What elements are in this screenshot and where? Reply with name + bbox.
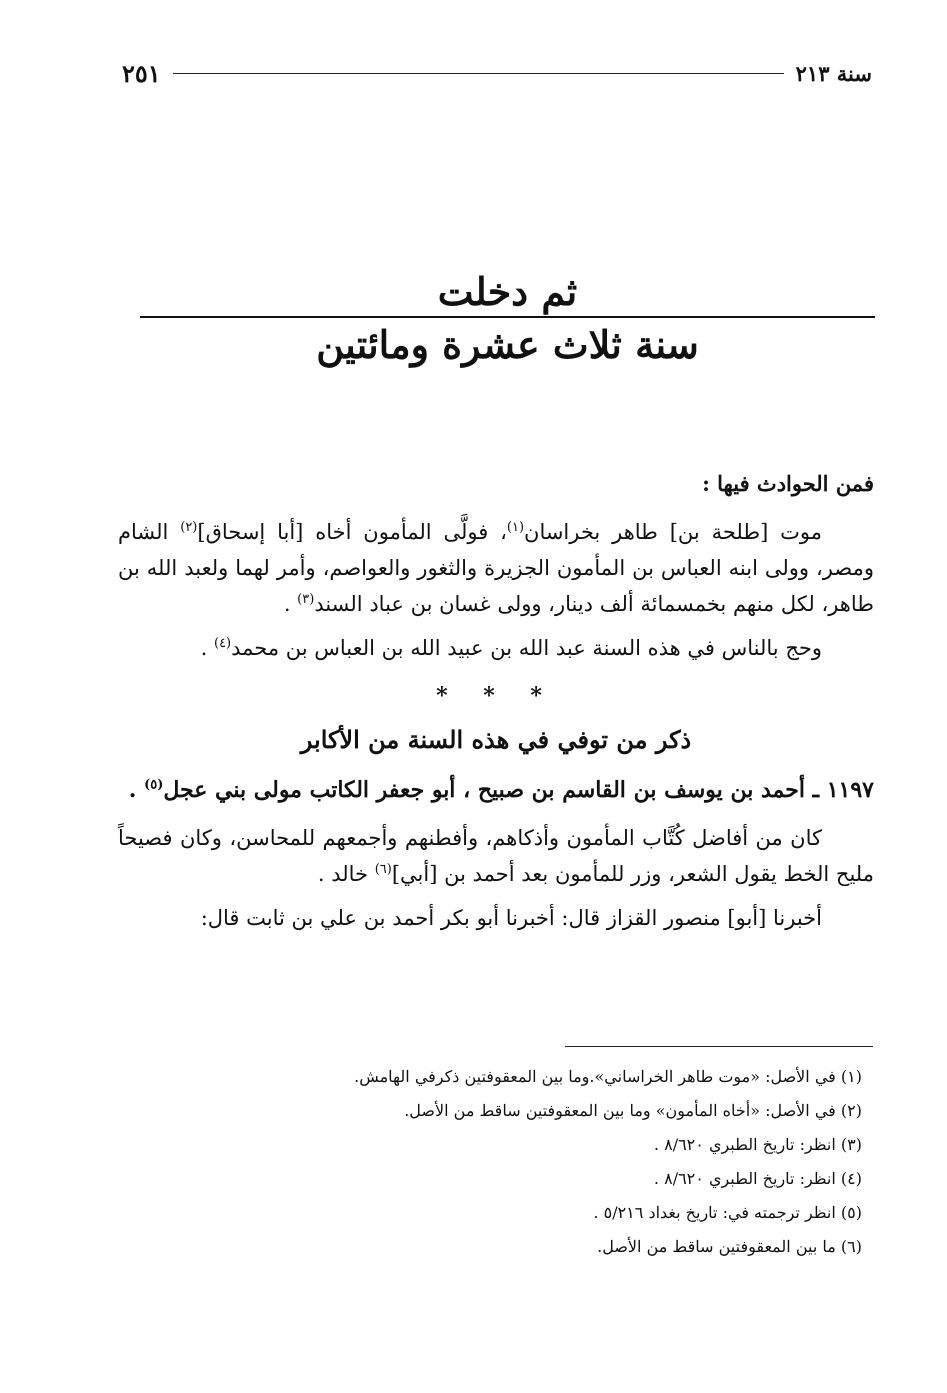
biography-paragraph-2: أخبرنا [أبو] منصور القزاز قال: أخبرنا أبو بكر أحمد بن علي بن ثابت قال: xyxy=(200,906,822,930)
footnote-ref-4: (٤) xyxy=(213,636,232,651)
footnote-ref-6: (٦) xyxy=(374,862,392,877)
footnote-ref-5: (٥) xyxy=(144,777,164,793)
footnote: (٣) انظر: تاريخ الطبري ٨/٦٢٠ . xyxy=(653,1135,862,1154)
entry-number: ١١٩٧ xyxy=(826,777,874,803)
body-text xyxy=(118,466,874,944)
text-run: ، فولَّى المأمون أخاه [أبا إسحاق] xyxy=(197,520,507,544)
biography-entry-heading xyxy=(118,772,874,808)
events-heading: فمن الحوادث فيها : xyxy=(702,471,874,496)
footnote-rule xyxy=(565,1046,873,1047)
text-run: موت [طلحة بن] طاهر بخراسان xyxy=(524,520,823,544)
text-run: . xyxy=(200,636,214,660)
title-line-2: سنة ثلاث عشرة ومائتين xyxy=(316,322,699,367)
header-rule xyxy=(173,73,784,74)
page-number: ٢٥١ xyxy=(122,58,161,88)
title-line-1: ثم دخلت xyxy=(437,269,578,314)
header-year-label: سنة ٢١٣ xyxy=(795,60,872,86)
entry-dash: ـ xyxy=(804,777,827,803)
text-run: . xyxy=(283,592,298,616)
events-paragraph-2 xyxy=(118,630,874,666)
footnote-ref-3: (٣) xyxy=(297,592,315,607)
running-header xyxy=(122,58,872,88)
text-run: خالد . xyxy=(317,862,375,886)
text-run: . xyxy=(128,777,145,803)
footnote-ref-1: (١) xyxy=(506,520,525,535)
footnote: (٢) في الأصل: «أخاه المأمون» وما بين المعقوفتين ساقط من الأصل. xyxy=(404,1101,862,1120)
footnote-ref-2: (٢) xyxy=(180,520,198,535)
footnote: (٥) انظر ترجمته في: تاريخ بغداد ٥/٢١٦ . xyxy=(593,1203,862,1222)
text-run: وحج بالناس في هذه السنة عبد الله بن عبيد الله بن العباس بن محمد xyxy=(231,636,822,660)
text-run: كان من أفاضل كُتَّاب المأمون وأذكاهم، وأفطنهم وأجمعهم للمحاسن، وكان فصيحاً مليح الخط يقول الشعر، وزر للمأمون بعد أحمد بن [أبي] xyxy=(118,826,874,886)
chapter-title xyxy=(140,268,875,372)
footnote: (٦) ما بين المعقوفتين ساقط من الأصل. xyxy=(597,1237,862,1256)
deaths-heading: ذكر من توفي في هذه السنة من الأكابر xyxy=(300,725,692,754)
entry-name: أحمد بن يوسف بن القاسم بن صبيح ، أبو جعفر الكاتب مولى بني عجل xyxy=(163,777,805,803)
biography-paragraph-1 xyxy=(118,820,874,892)
events-paragraph-1 xyxy=(118,514,874,622)
text-run: الشام ومصر، وولى ابنه العباس بن المأمون الجزيرة والثغور والعواصم، وأمر لهما ولعبد الله بن طاهر، لكل منهم بخمسمائة ألف دينار، وولى غسان بن عباد السند xyxy=(118,520,874,616)
footnotes xyxy=(150,1060,862,1264)
footnote: (٤) انظر: تاريخ الطبري ٨/٦٢٠ . xyxy=(653,1169,862,1188)
section-separator: * * * xyxy=(436,683,556,709)
footnote: (١) في الأصل: «موت طاهر الخراساني».وما بين المعقوفتين ذكرفي الهامش. xyxy=(354,1067,862,1086)
